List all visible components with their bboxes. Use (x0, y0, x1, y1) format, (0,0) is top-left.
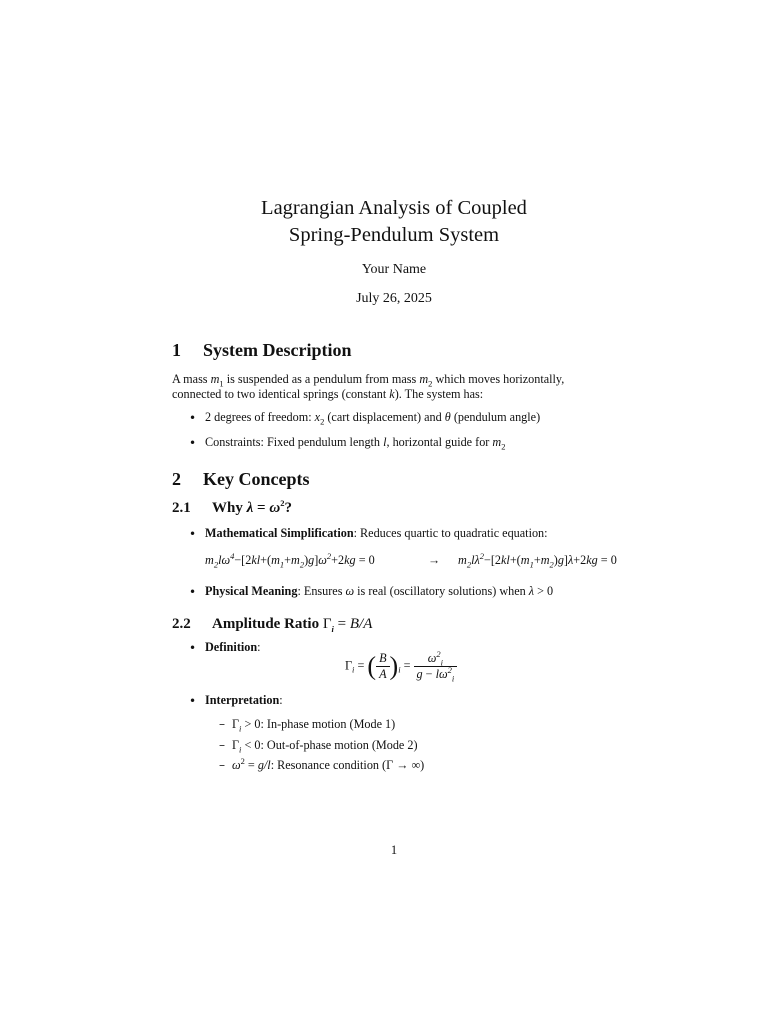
section-1-intro: A mass $m_1$ is suspended as a pendulum from mass $m_2$ which moves horizontally, connected to two identical springs (constant k). The system has: (172, 372, 565, 401)
equation-amplitude-ratio: $\Gamma_i$ = ( $\frac{B}{A}$ )$_i$ = $\frac{\omega^2_i}{g - l\omega^2_i}$ (345, 651, 457, 682)
list-item: Physical Meaning: Ensures ω is real (oscillatory solutions) when λ > 0 (205, 584, 554, 598)
list-item: 2 degrees of freedom: $x_2$ (cart displacement) and θ (pendulum angle) (205, 410, 541, 427)
date: July 26, 2025 (356, 291, 432, 306)
dash-icon: – (219, 758, 225, 772)
section-1-heading (172, 340, 351, 361)
list-item: $\omega^2 = g/l$: Resonance condition (Γ → ∞) (232, 755, 425, 772)
subsection-2-2-heading: 2.2 Amplitude Ratio $\Gamma_i = B/A$ (172, 616, 373, 634)
bullet-icon: • (189, 527, 197, 541)
equation-quartic: $m_2l\omega^4-[2kl+(m_1+m_2)g]\omega^2+2kg = 0$ (205, 550, 375, 570)
section-title: System Description (203, 340, 352, 360)
title-line-2: Spring-Pendulum System (288, 224, 500, 246)
list-item: Mathematical Simplification: Reduces quartic to quadratic equation: (205, 526, 548, 540)
bullet-icon: • (189, 694, 197, 708)
equation-quadratic: $m_2l\lambda^2-[2kl+(m_1+m_2)g]\lambda+2kg = 0$ (458, 550, 617, 570)
section-title: Key Concepts (203, 469, 310, 489)
author: Your Name (361, 262, 427, 277)
bullet-icon: • (189, 585, 197, 599)
list-item: Constraints: Fixed pendulum length l, horizontal guide for $m_2$ (205, 435, 506, 452)
page-number: 1 (390, 843, 398, 857)
arrow-icon: → (428, 553, 441, 567)
bullet-icon: • (189, 641, 197, 655)
list-item: $\Gamma_i < 0$: Out-of-phase motion (Mode 2) (232, 738, 418, 755)
list-item: Definition: (205, 640, 261, 654)
bullet-icon: • (189, 436, 197, 450)
subsection-2-1-heading: 2.1 Why $\lambda = \omega^2$? (172, 498, 292, 516)
section-2-heading (172, 469, 310, 490)
title-line-1: Lagrangian Analysis of Coupled (261, 197, 527, 219)
list-item: Interpretation: (205, 693, 283, 707)
list-item: $\Gamma_i > 0$: In-phase motion (Mode 1) (232, 717, 396, 734)
bullet-icon: • (189, 411, 197, 425)
document-title (0, 195, 768, 249)
section-number: 2 (172, 469, 181, 489)
section-number: 1 (172, 340, 181, 360)
dash-icon: – (219, 717, 225, 731)
dash-icon: – (219, 738, 225, 752)
